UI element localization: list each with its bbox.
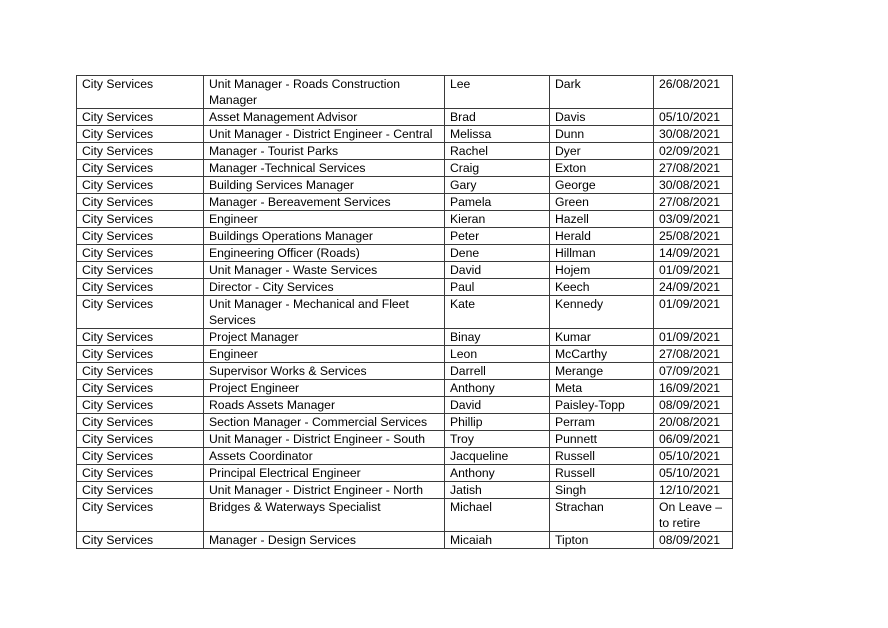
date-cell: 01/09/2021 xyxy=(654,296,733,329)
table-row xyxy=(77,279,733,296)
department-cell: City Services xyxy=(77,329,204,346)
date-cell: 25/08/2021 xyxy=(654,228,733,245)
position-cell: Director - City Services xyxy=(204,279,445,296)
table-row xyxy=(77,397,733,414)
first-name-cell: Leon xyxy=(445,346,550,363)
surname-cell: Hillman xyxy=(550,245,654,262)
department-cell: City Services xyxy=(77,126,204,143)
first-name-cell: Dene xyxy=(445,245,550,262)
position-cell: Building Services Manager xyxy=(204,177,445,194)
position-cell: Engineer xyxy=(204,346,445,363)
date-cell: On Leave – to retire xyxy=(654,499,733,532)
position-cell: Assets Coordinator xyxy=(204,448,445,465)
surname-cell: Strachan xyxy=(550,499,654,532)
surname-cell: Russell xyxy=(550,448,654,465)
table-row xyxy=(77,414,733,431)
department-cell: City Services xyxy=(77,177,204,194)
table-row xyxy=(77,109,733,126)
table-row xyxy=(77,431,733,448)
table-row xyxy=(77,76,733,109)
department-cell: City Services xyxy=(77,76,204,109)
surname-cell: Paisley-Topp xyxy=(550,397,654,414)
position-cell: Manager -Technical Services xyxy=(204,160,445,177)
table-row xyxy=(77,482,733,499)
first-name-cell: Brad xyxy=(445,109,550,126)
surname-cell: Tipton xyxy=(550,532,654,549)
staff-table xyxy=(76,75,733,549)
date-cell: 07/09/2021 xyxy=(654,363,733,380)
first-name-cell: Michael xyxy=(445,499,550,532)
date-cell: 27/08/2021 xyxy=(654,160,733,177)
first-name-cell: Darrell xyxy=(445,363,550,380)
department-cell: City Services xyxy=(77,109,204,126)
position-cell: Unit Manager - District Engineer - North xyxy=(204,482,445,499)
surname-cell: Keech xyxy=(550,279,654,296)
date-cell: 27/08/2021 xyxy=(654,346,733,363)
surname-cell: Russell xyxy=(550,465,654,482)
position-cell: Manager - Design Services xyxy=(204,532,445,549)
first-name-cell: Craig xyxy=(445,160,550,177)
department-cell: City Services xyxy=(77,228,204,245)
table-row xyxy=(77,532,733,549)
first-name-cell: Anthony xyxy=(445,380,550,397)
table-row xyxy=(77,329,733,346)
department-cell: City Services xyxy=(77,143,204,160)
department-cell: City Services xyxy=(77,160,204,177)
surname-cell: George xyxy=(550,177,654,194)
date-cell: 02/09/2021 xyxy=(654,143,733,160)
surname-cell: Meta xyxy=(550,380,654,397)
department-cell: City Services xyxy=(77,431,204,448)
first-name-cell: Kieran xyxy=(445,211,550,228)
table-row xyxy=(77,346,733,363)
position-cell: Asset Management Advisor xyxy=(204,109,445,126)
first-name-cell: Troy xyxy=(445,431,550,448)
surname-cell: McCarthy xyxy=(550,346,654,363)
surname-cell: Davis xyxy=(550,109,654,126)
surname-cell: Perram xyxy=(550,414,654,431)
surname-cell: Merange xyxy=(550,363,654,380)
position-cell: Engineering Officer (Roads) xyxy=(204,245,445,262)
table-row xyxy=(77,143,733,160)
position-cell: Unit Manager - Roads Construction Manager xyxy=(204,76,445,109)
table-row xyxy=(77,228,733,245)
date-cell: 08/09/2021 xyxy=(654,532,733,549)
first-name-cell: Micaiah xyxy=(445,532,550,549)
department-cell: City Services xyxy=(77,363,204,380)
position-cell: Manager - Tourist Parks xyxy=(204,143,445,160)
first-name-cell: Pamela xyxy=(445,194,550,211)
first-name-cell: Phillip xyxy=(445,414,550,431)
date-cell: 20/08/2021 xyxy=(654,414,733,431)
surname-cell: Dyer xyxy=(550,143,654,160)
department-cell: City Services xyxy=(77,414,204,431)
table-row xyxy=(77,262,733,279)
department-cell: City Services xyxy=(77,194,204,211)
table-row xyxy=(77,380,733,397)
date-cell: 03/09/2021 xyxy=(654,211,733,228)
department-cell: City Services xyxy=(77,346,204,363)
table-row xyxy=(77,296,733,329)
date-cell: 14/09/2021 xyxy=(654,245,733,262)
position-cell: Roads Assets Manager xyxy=(204,397,445,414)
department-cell: City Services xyxy=(77,448,204,465)
position-cell: Bridges & Waterways Specialist xyxy=(204,499,445,532)
date-cell: 01/09/2021 xyxy=(654,329,733,346)
department-cell: City Services xyxy=(77,380,204,397)
first-name-cell: Kate xyxy=(445,296,550,329)
date-cell: 30/08/2021 xyxy=(654,126,733,143)
date-cell: 05/10/2021 xyxy=(654,448,733,465)
position-cell: Supervisor Works & Services xyxy=(204,363,445,380)
table-row xyxy=(77,499,733,532)
department-cell: City Services xyxy=(77,397,204,414)
table-row xyxy=(77,211,733,228)
date-cell: 26/08/2021 xyxy=(654,76,733,109)
position-cell: Project Manager xyxy=(204,329,445,346)
surname-cell: Kumar xyxy=(550,329,654,346)
first-name-cell: Jacqueline xyxy=(445,448,550,465)
department-cell: City Services xyxy=(77,211,204,228)
date-cell: 05/10/2021 xyxy=(654,109,733,126)
date-cell: 01/09/2021 xyxy=(654,262,733,279)
date-cell: 27/08/2021 xyxy=(654,194,733,211)
department-cell: City Services xyxy=(77,482,204,499)
position-cell: Unit Manager - District Engineer - South xyxy=(204,431,445,448)
first-name-cell: Binay xyxy=(445,329,550,346)
table-row xyxy=(77,126,733,143)
date-cell: 12/10/2021 xyxy=(654,482,733,499)
first-name-cell: Anthony xyxy=(445,465,550,482)
date-cell: 16/09/2021 xyxy=(654,380,733,397)
first-name-cell: Melissa xyxy=(445,126,550,143)
department-cell: City Services xyxy=(77,532,204,549)
date-cell: 08/09/2021 xyxy=(654,397,733,414)
position-cell: Buildings Operations Manager xyxy=(204,228,445,245)
date-cell: 05/10/2021 xyxy=(654,465,733,482)
table-row xyxy=(77,177,733,194)
date-cell: 24/09/2021 xyxy=(654,279,733,296)
table-row xyxy=(77,245,733,262)
surname-cell: Dunn xyxy=(550,126,654,143)
position-cell: Unit Manager - Waste Services xyxy=(204,262,445,279)
surname-cell: Punnett xyxy=(550,431,654,448)
table-row xyxy=(77,194,733,211)
first-name-cell: Lee xyxy=(445,76,550,109)
first-name-cell: David xyxy=(445,397,550,414)
surname-cell: Hojem xyxy=(550,262,654,279)
first-name-cell: Jatish xyxy=(445,482,550,499)
first-name-cell: Peter xyxy=(445,228,550,245)
department-cell: City Services xyxy=(77,262,204,279)
first-name-cell: Gary xyxy=(445,177,550,194)
table-row xyxy=(77,160,733,177)
surname-cell: Dark xyxy=(550,76,654,109)
surname-cell: Hazell xyxy=(550,211,654,228)
position-cell: Engineer xyxy=(204,211,445,228)
department-cell: City Services xyxy=(77,465,204,482)
staff-table-body xyxy=(77,76,733,549)
department-cell: City Services xyxy=(77,279,204,296)
position-cell: Manager - Bereavement Services xyxy=(204,194,445,211)
position-cell: Unit Manager - District Engineer - Central xyxy=(204,126,445,143)
first-name-cell: David xyxy=(445,262,550,279)
department-cell: City Services xyxy=(77,245,204,262)
position-cell: Project Engineer xyxy=(204,380,445,397)
position-cell: Principal Electrical Engineer xyxy=(204,465,445,482)
first-name-cell: Rachel xyxy=(445,143,550,160)
date-cell: 06/09/2021 xyxy=(654,431,733,448)
surname-cell: Green xyxy=(550,194,654,211)
table-row xyxy=(77,363,733,380)
surname-cell: Exton xyxy=(550,160,654,177)
surname-cell: Singh xyxy=(550,482,654,499)
surname-cell: Kennedy xyxy=(550,296,654,329)
position-cell: Section Manager - Commercial Services xyxy=(204,414,445,431)
surname-cell: Herald xyxy=(550,228,654,245)
first-name-cell: Paul xyxy=(445,279,550,296)
position-cell: Unit Manager - Mechanical and Fleet Services xyxy=(204,296,445,329)
table-row xyxy=(77,465,733,482)
department-cell: City Services xyxy=(77,499,204,532)
department-cell: City Services xyxy=(77,296,204,329)
date-cell: 30/08/2021 xyxy=(654,177,733,194)
table-row xyxy=(77,448,733,465)
